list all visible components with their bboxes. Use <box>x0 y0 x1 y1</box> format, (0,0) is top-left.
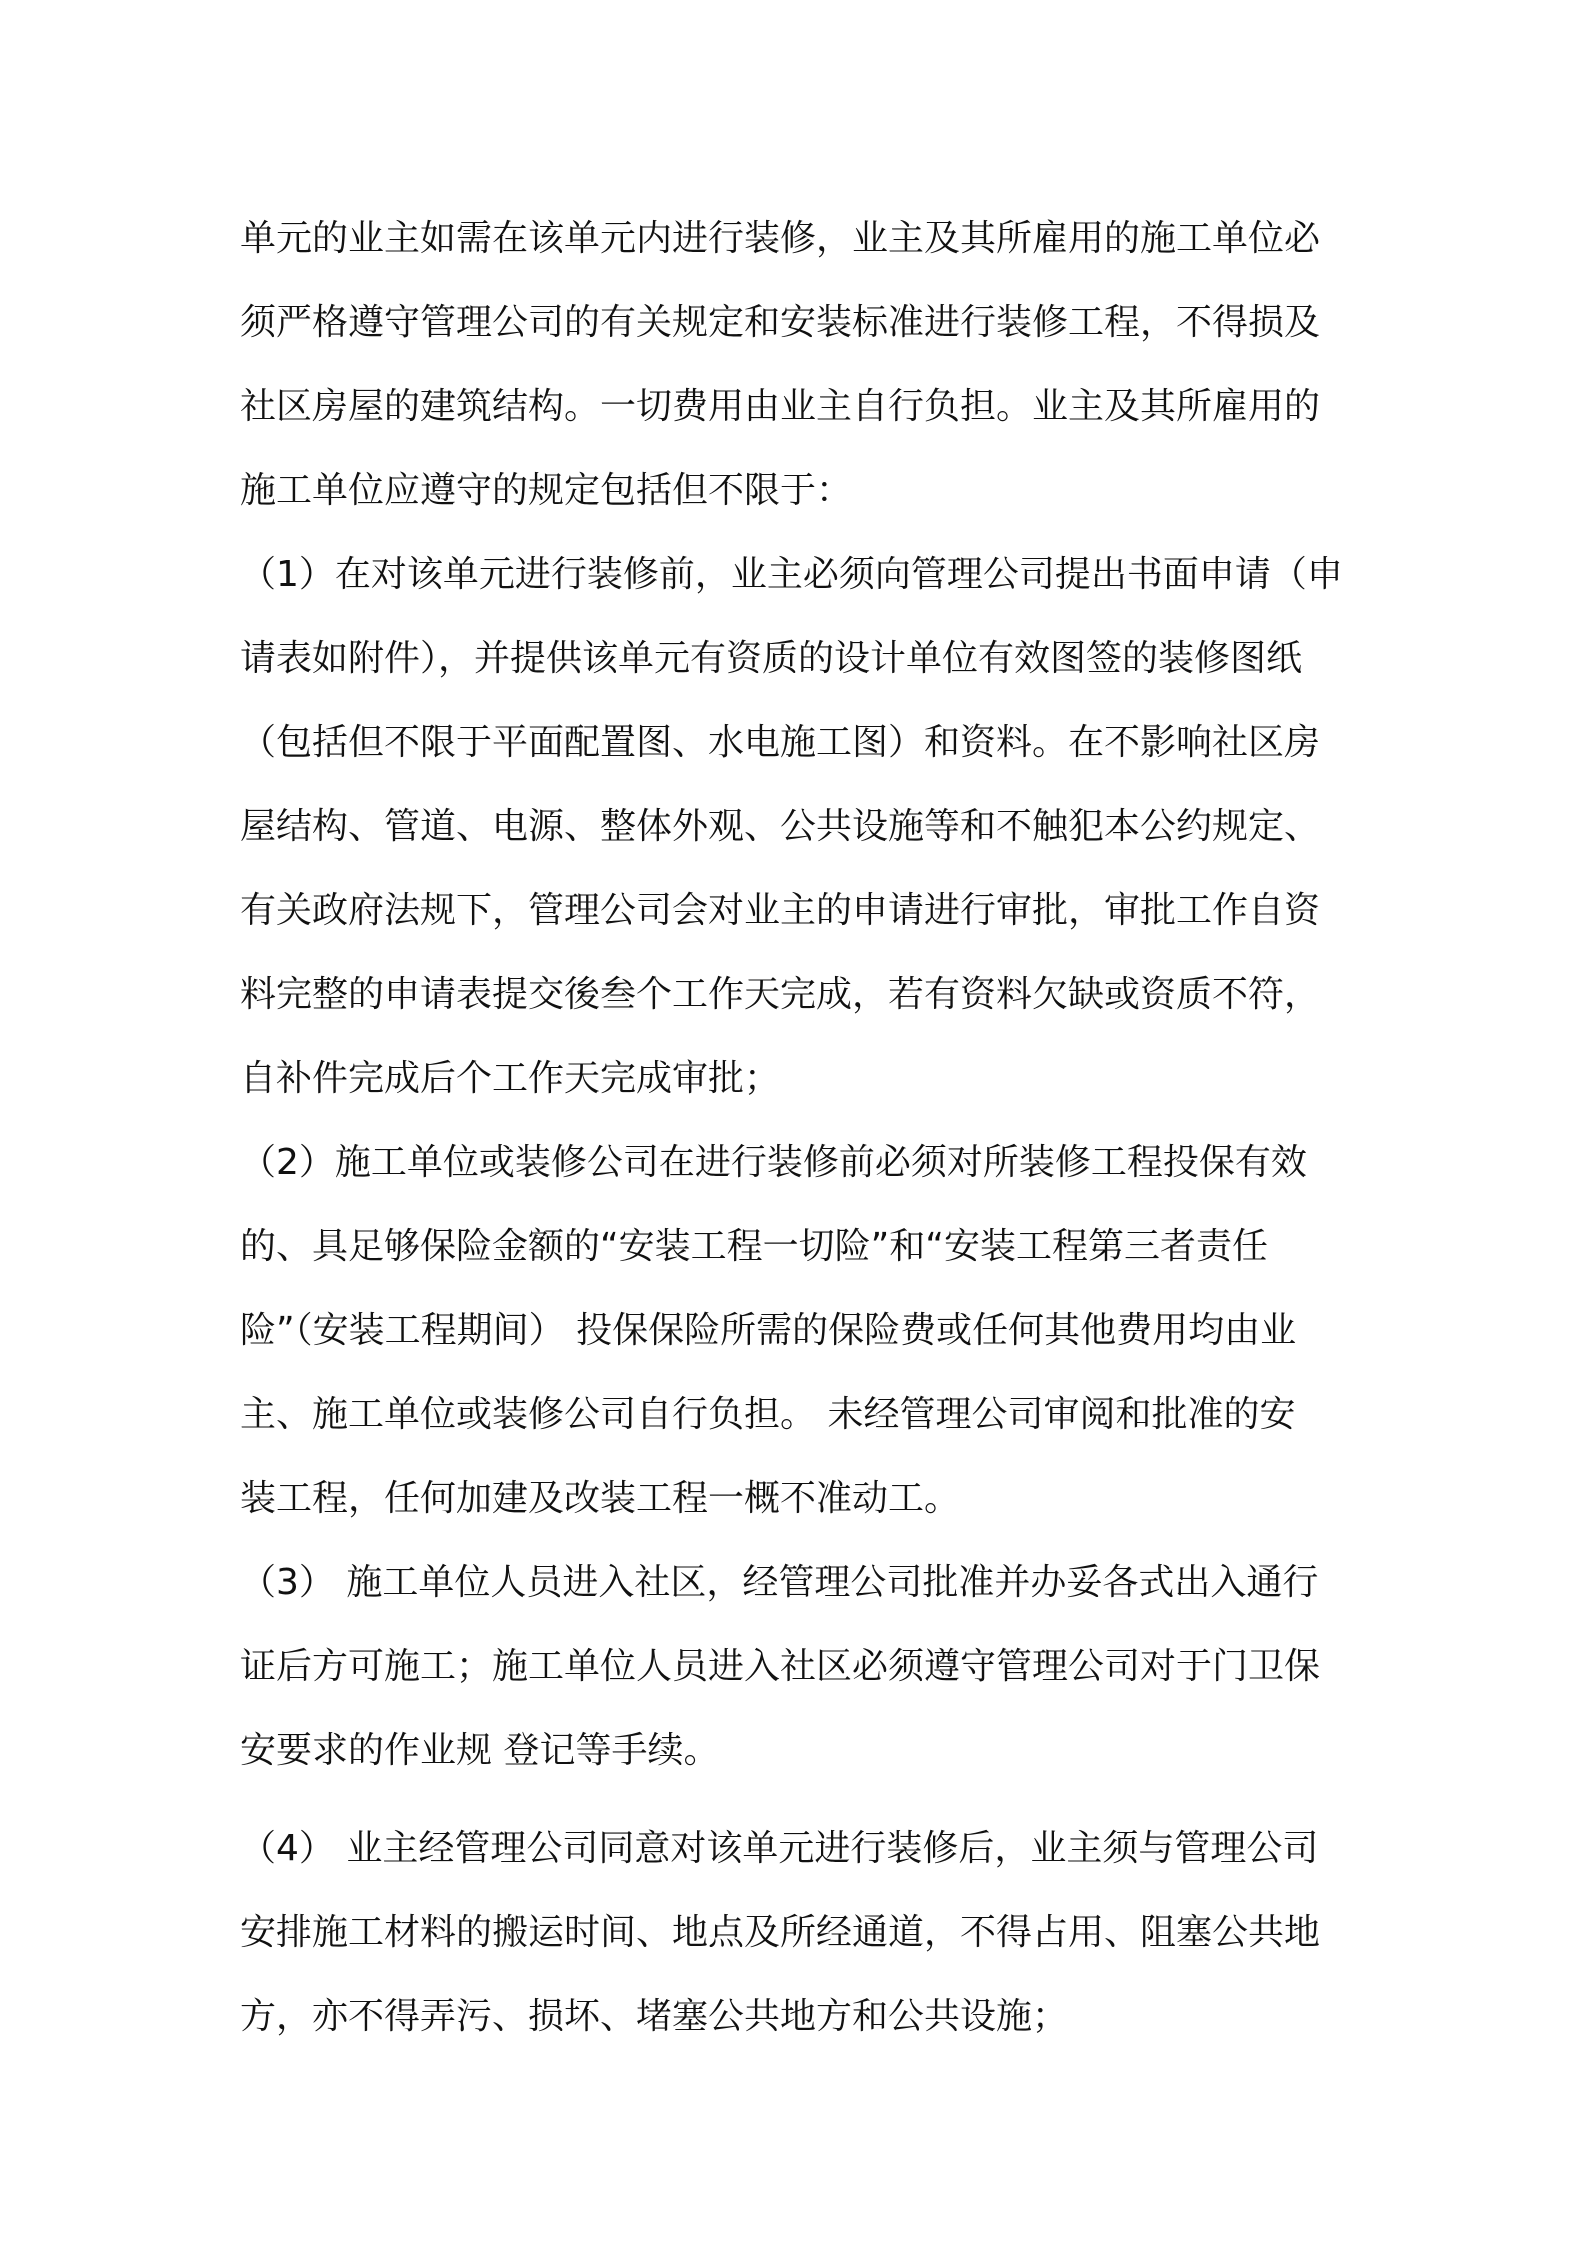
text-line: 方，亦不得弄污、损坏、堵塞公共地方和公共设施； <box>240 1996 1069 2037</box>
text-line: 单元的业主如需在该单元内进行装修，业主及其所雇用的施工单位必 <box>240 218 1321 259</box>
text-line: 社区房屋的建筑结构。一切费用由业主自行负担。业主及其所雇用的 <box>240 386 1321 427</box>
text-line: （2）施工单位或装修公司在进行装修前必须对所装修工程投保有效 <box>240 1142 1307 1183</box>
text-line: （包括但不限于平面配置图、水电施工图）和资料。在不影响社区房 <box>240 722 1321 763</box>
text-line: （3） 施工单位人员进入社区，经管理公司批准并办妥各式出入通行 <box>240 1562 1319 1603</box>
text-line: 安要求的作业规 登记等手续。 <box>240 1730 720 1771</box>
text-line: 装工程，任何加建及改装工程一概不准动工。 <box>240 1478 961 1519</box>
text-line: 证后方可施工；施工单位人员进入社区必须遵守管理公司对于门卫保 <box>240 1646 1321 1687</box>
text-line: （1）在对该单元进行装修前，业主必须向管理公司提出书面申请（申 <box>240 554 1343 595</box>
document-body <box>240 197 1360 2059</box>
text-line: 险”（安装工程期间） 投保保险所需的保险费或任何其他费用均由业 <box>240 1310 1297 1351</box>
text-line: 主、施工单位或装修公司自行负担。 未经管理公司审阅和批准的安 <box>240 1394 1296 1435</box>
text-line: 有关政府法规下，管理公司会对业主的申请进行审批，审批工作自资 <box>240 890 1321 931</box>
text-line: 屋结构、管道、电源、整体外观、公共设施等和不触犯本公约规定、 <box>240 806 1321 847</box>
text-line: 自补件完成后个工作天完成审批； <box>240 1058 781 1099</box>
text-line: 施工单位应遵守的规定包括但不限于： <box>240 470 853 511</box>
text-line: 料完整的申请表提交後叁个工作天完成，若有资料欠缺或资质不符， <box>240 974 1321 1015</box>
text-line: 请表如附件），并提供该单元有资质的设计单位有效图签的装修图纸 <box>240 638 1303 679</box>
text-line: （4） 业主经管理公司同意对该单元进行装修后，业主须与管理公司 <box>240 1828 1319 1869</box>
text-line: 安排施工材料的搬运时间、地点及所经通道，不得占用、阻塞公共地 <box>240 1912 1321 1953</box>
text-line: 须严格遵守管理公司的有关规定和安装标准进行装修工程，不得损及 <box>240 302 1321 343</box>
text-line: 的、具足够保险金额的“安装工程一切险”和“安装工程第三者责任 <box>240 1226 1268 1267</box>
